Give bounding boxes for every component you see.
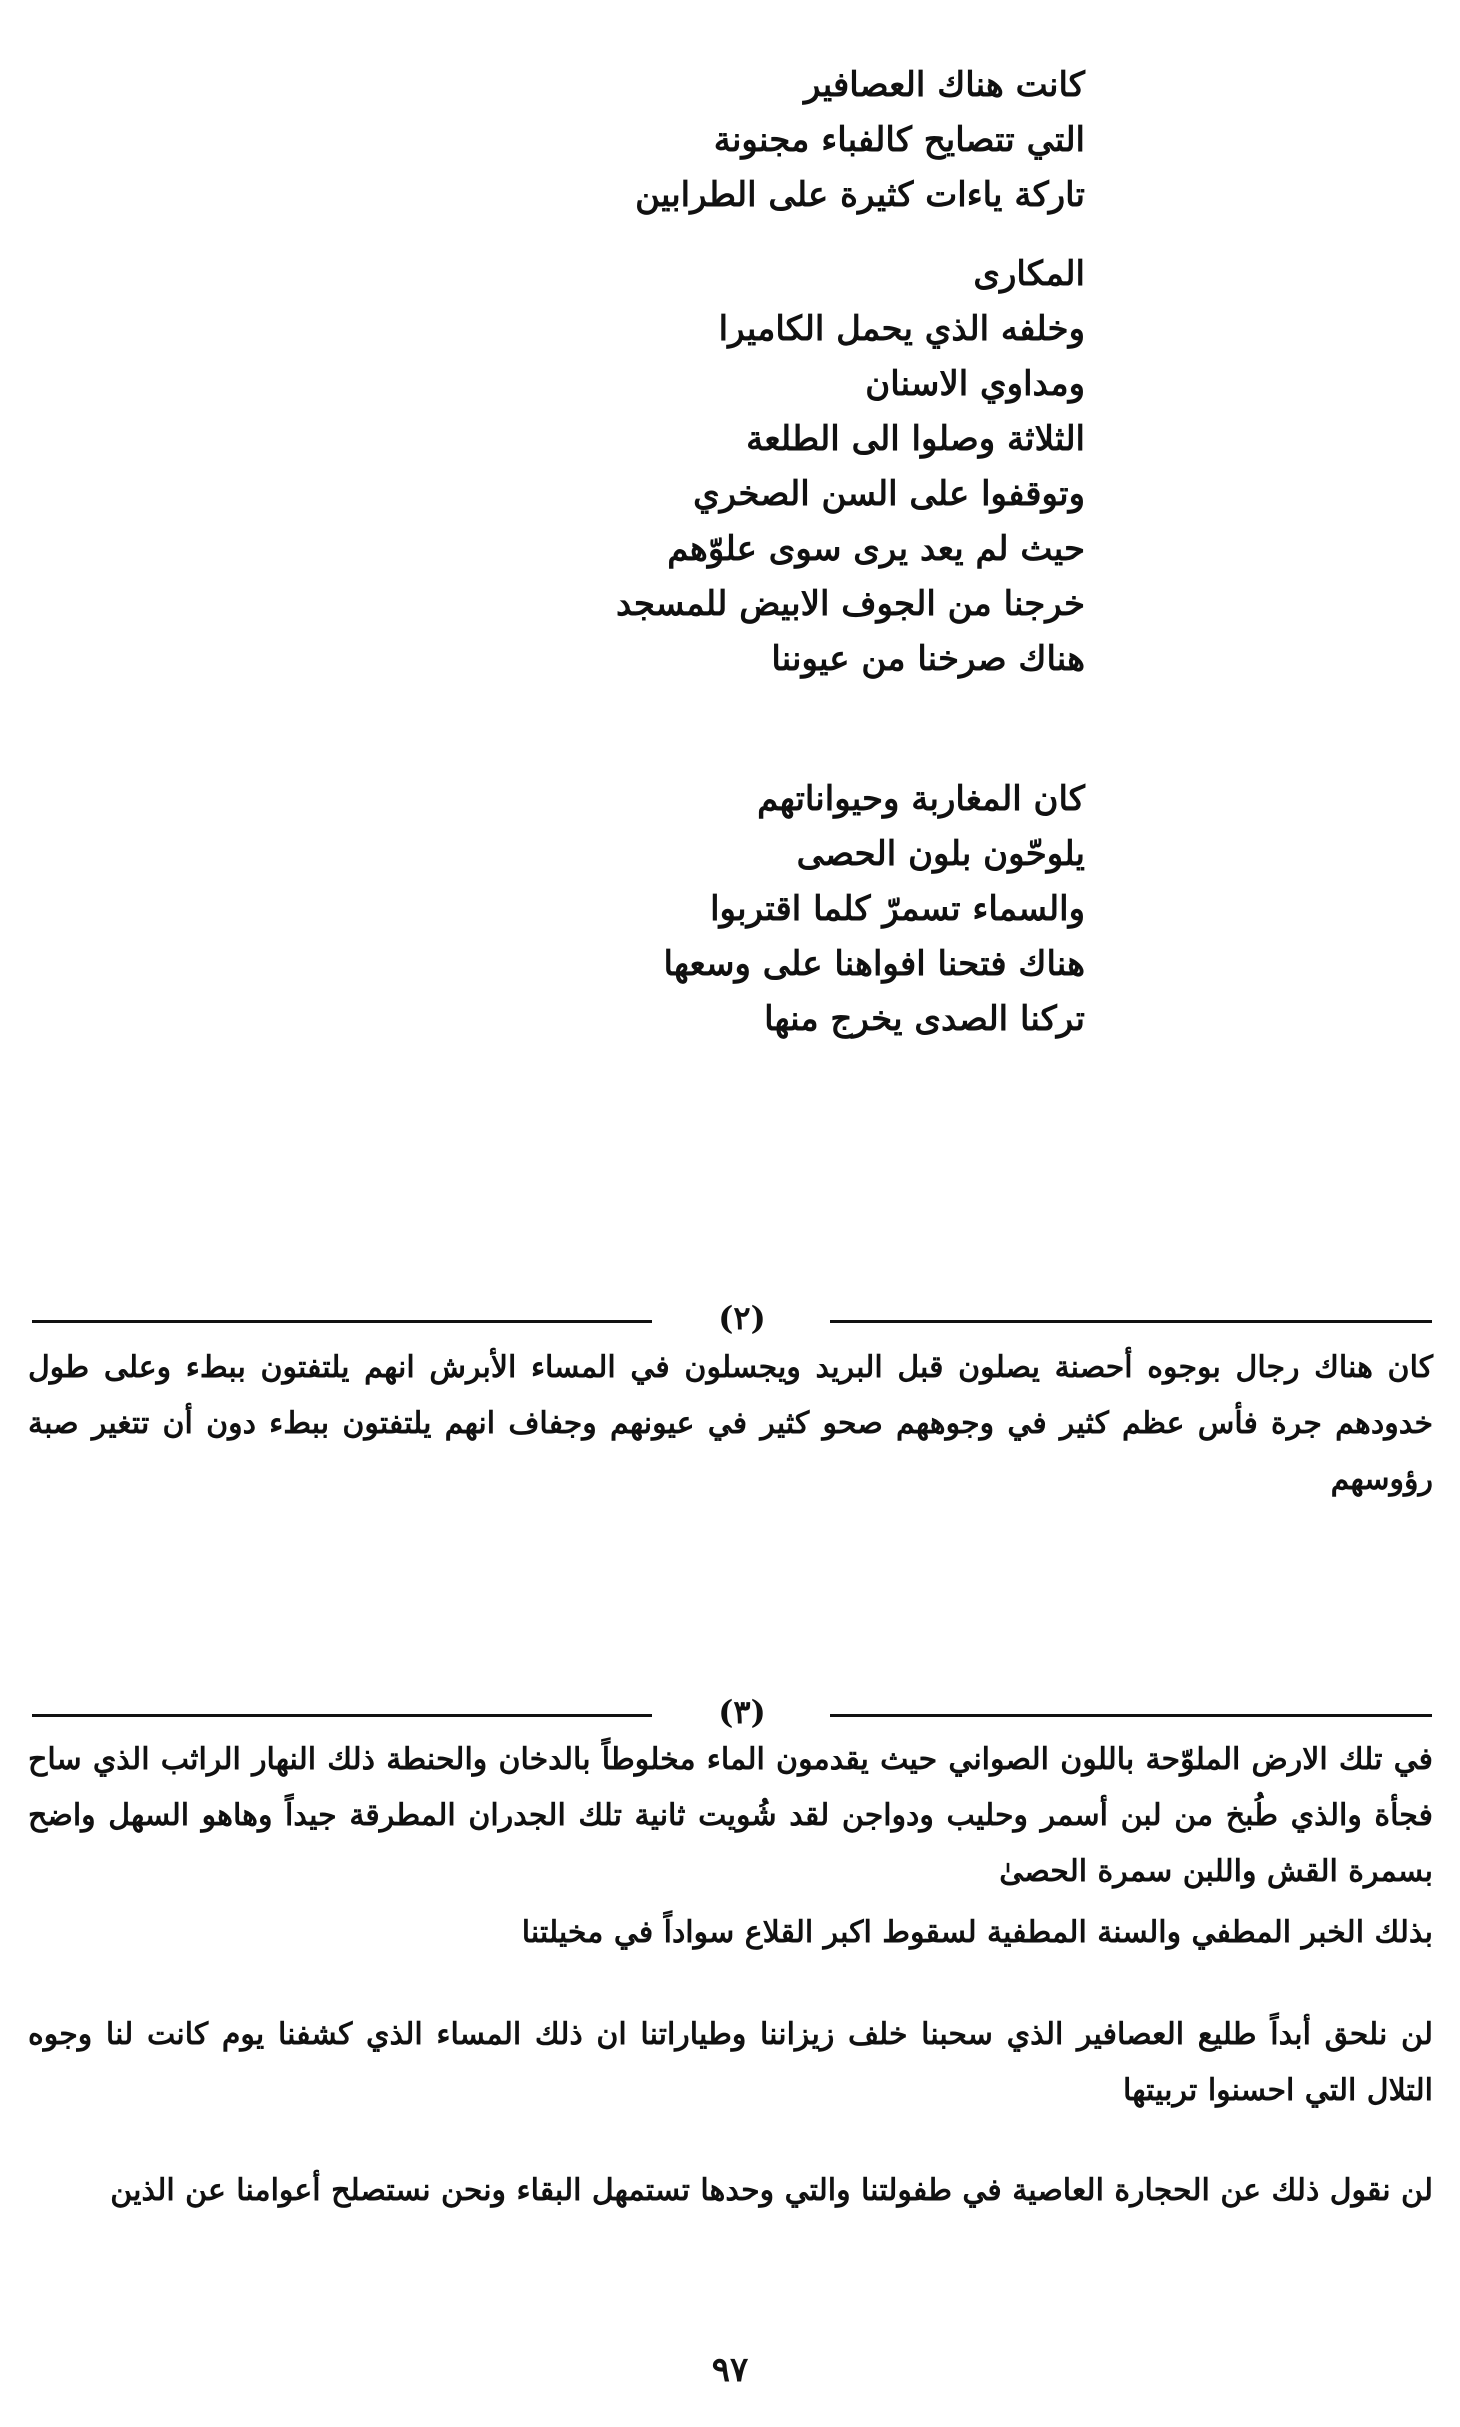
- poem-stanza-2: [616, 247, 1085, 687]
- poem-line: المكارى: [973, 254, 1085, 294]
- poem-line: يلوحّون بلون الحصى: [796, 834, 1085, 874]
- section-number: (٣): [718, 1693, 766, 1731]
- poem-line: خرجنا من الجوف الابيض للمسجد: [615, 584, 1085, 624]
- section-divider-3: [32, 1692, 1432, 1732]
- section-number: (٢): [718, 1299, 766, 1337]
- divider-rule-right: [830, 1714, 1432, 1717]
- poem-line: كانت هناك العصافير: [804, 65, 1085, 105]
- poem-line: ومداوي الاسنان: [865, 364, 1085, 404]
- poem-line: حيث لم يعد يرى سوى علوّهم: [667, 529, 1085, 569]
- section-3-paragraph: بذلك الخبر المطفي والسنة المطفية لسقوط اكبر القلاع سواداً في مخيلتنا: [521, 1915, 1433, 1950]
- poem-stanza-1: [635, 58, 1085, 223]
- divider-rule-left: [32, 1320, 652, 1323]
- poem-line: وتوقفوا على السن الصخري: [693, 474, 1085, 514]
- poem-line: هناك فتحنا افواهنا على وسعها: [663, 944, 1085, 984]
- page-number: ٩٧: [711, 2350, 749, 2390]
- section-2-paragraph: كان هناك رجال بوجوه أحصنة يصلون قبل البريد ويجسلون في المساء الأبرش انهم يلتفتون ببطء وعلى طول خدودهم جرة فأس عظم كثير في وجوههم صحو كثير في عيونهم وجفاف انهم يلتفتون ببطء دون أن تتغير صبة رؤوسهم: [28, 1350, 1433, 1497]
- poem-line: وخلفه الذي يحمل الكاميرا: [718, 309, 1085, 349]
- section-divider-2: [32, 1298, 1432, 1338]
- poem-line: الثلاثة وصلوا الى الطلعة: [746, 419, 1085, 459]
- section-3-paragraph: في تلك الارض الملوّحة باللون الصواني حيث يقدمون الماء مخلوطاً بالدخان والحنطة ذلك النهار الراثب الذي ساح فجأة والذي طُبخ من لبن أسمر وحليب ودواجن لقد شُويت ثانية تلك الجدران المطرقة جيداً وهاهو السهل واضح بسمرة القش واللبن سمرة الحصىٰ: [28, 1742, 1433, 1889]
- poem-line: تركنا الصدى يخرج منها: [764, 999, 1085, 1039]
- section-3-paragraph: لن نقول ذلك عن الحجارة العاصية في طفولتنا والتي وحدها تستمهل البقاء ونحن نستصلح أعوامنا عن الذين: [110, 2173, 1433, 2208]
- section-3-paragraph: لن نلحق أبداً طليع العصافير الذي سحبنا خلف زيزاننا وطياراتنا ان ذلك المساء الذي كشفنا يوم كانت لنا وجوه التلال التي احسنوا تربيتها: [28, 2017, 1433, 2108]
- poem-stanza-3: [664, 772, 1085, 1047]
- divider-rule-left: [32, 1714, 652, 1717]
- poem-line: تاركة ياءات كثيرة على الطرابين: [635, 175, 1085, 215]
- poem-line: كان المغاربة وحيواناتهم: [757, 779, 1085, 819]
- poem-line: التي تتصايح كالفباء مجنونة: [713, 120, 1085, 160]
- poem-line: هناك صرخنا من عيوننا: [771, 639, 1085, 679]
- divider-rule-right: [830, 1320, 1432, 1323]
- poem-line: والسماء تسمرّ كلما اقتربوا: [710, 889, 1085, 929]
